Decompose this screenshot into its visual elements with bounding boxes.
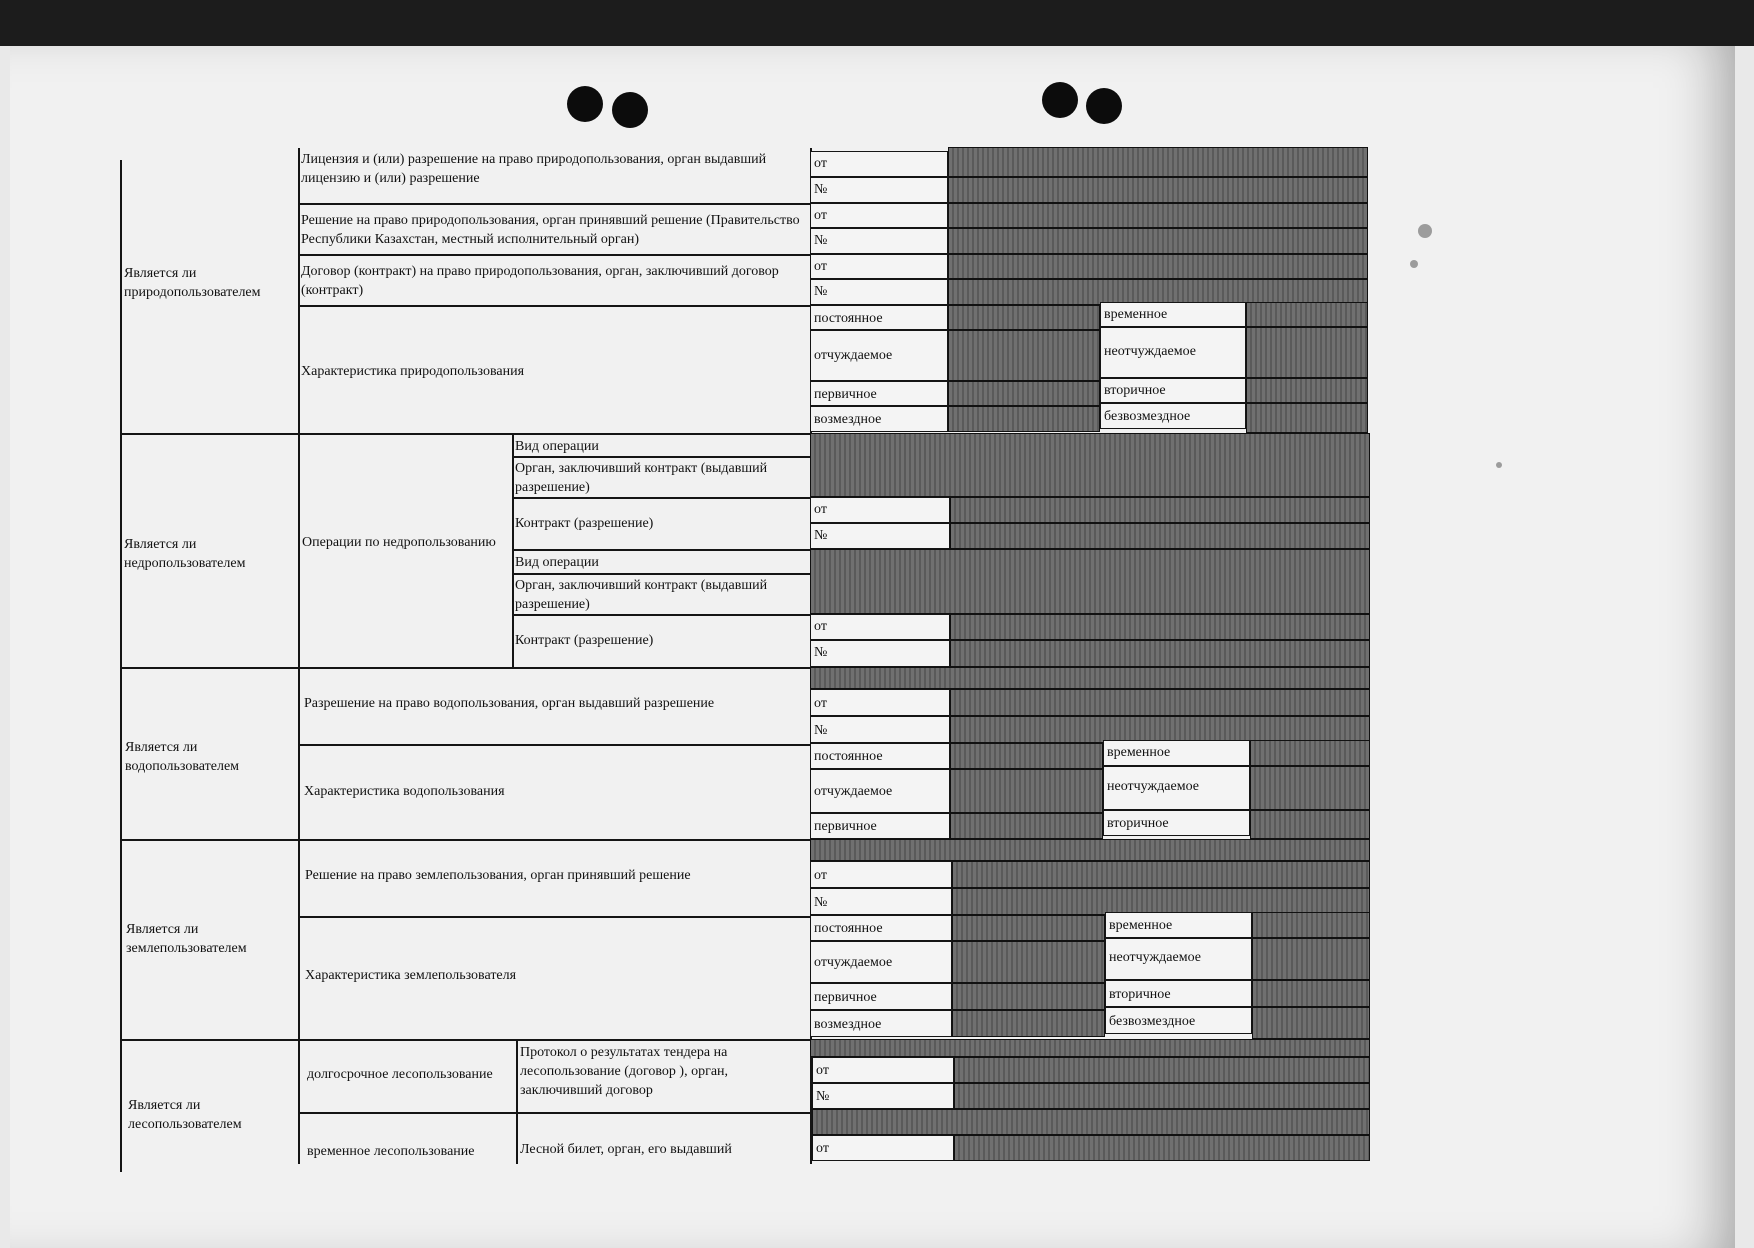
number-label: № bbox=[814, 895, 828, 910]
option-secondary[interactable] bbox=[1105, 980, 1252, 1007]
value-area[interactable] bbox=[952, 861, 1370, 888]
option-permanent[interactable] bbox=[810, 743, 950, 769]
option-label: неотчуждаемое bbox=[1107, 779, 1199, 794]
option-secondary[interactable] bbox=[1103, 810, 1250, 836]
checkbox-area[interactable] bbox=[1252, 912, 1370, 938]
column-divider bbox=[516, 1039, 518, 1164]
nature-characteristic-label: Характеристика природопользования bbox=[301, 364, 525, 379]
number-label: № bbox=[814, 645, 828, 660]
value-area[interactable] bbox=[950, 497, 1370, 523]
option-permanent[interactable] bbox=[810, 305, 948, 330]
value-area[interactable] bbox=[948, 254, 1368, 279]
row-divider bbox=[512, 573, 810, 575]
date-from-field[interactable] bbox=[810, 151, 948, 177]
number-field[interactable] bbox=[810, 888, 952, 915]
operation-type-label: Вид операции bbox=[515, 439, 599, 454]
contract-label: Договор (контракт) на право природопользования, орган, заключивший договор (контракт) bbox=[301, 264, 779, 298]
row-divider bbox=[298, 744, 810, 746]
number-label: № bbox=[814, 284, 828, 299]
number-field[interactable] bbox=[810, 716, 950, 743]
date-from-field[interactable] bbox=[812, 1057, 954, 1083]
from-label: от bbox=[814, 208, 827, 223]
option-alienable[interactable] bbox=[810, 330, 948, 381]
option-temporary[interactable] bbox=[1100, 302, 1246, 327]
subsoil-operations-label: Операции по недропользованию bbox=[302, 535, 496, 550]
value-area[interactable] bbox=[810, 667, 1370, 689]
option-label: постоянное bbox=[814, 311, 883, 326]
checkbox-area[interactable] bbox=[1246, 403, 1368, 433]
checkbox-area[interactable] bbox=[952, 983, 1105, 1010]
row-divider bbox=[298, 916, 810, 918]
date-from-field[interactable] bbox=[810, 203, 948, 228]
row-divider bbox=[512, 497, 810, 499]
date-from-field[interactable] bbox=[812, 1135, 954, 1161]
table-left-border bbox=[120, 160, 122, 1172]
date-from-field[interactable] bbox=[810, 254, 948, 279]
forest-ticket-label: Лесной билет, орган, его выдавший bbox=[520, 1142, 732, 1157]
option-paid[interactable] bbox=[810, 1010, 952, 1037]
checkbox-area[interactable] bbox=[952, 1010, 1105, 1037]
forest-protocol-label: Протокол о результатах тендера на лесопользование (договор ), орган, заключивший договор bbox=[520, 1045, 729, 1098]
forest-temporary-label: временное лесопользование bbox=[307, 1144, 475, 1159]
land-decision-label: Решение на право землепользования, орган принявший решение bbox=[305, 868, 691, 883]
option-primary[interactable] bbox=[810, 983, 952, 1010]
option-label: временное bbox=[1107, 745, 1171, 760]
option-label: первичное bbox=[814, 990, 877, 1005]
option-label: вторичное bbox=[1104, 383, 1166, 398]
from-label: от bbox=[816, 1063, 829, 1078]
checkbox-area[interactable] bbox=[948, 381, 1100, 406]
option-inalienable[interactable] bbox=[1100, 327, 1246, 378]
value-area[interactable] bbox=[948, 228, 1368, 254]
checkbox-area[interactable] bbox=[950, 769, 1103, 813]
row-divider bbox=[298, 1112, 810, 1114]
value-area[interactable] bbox=[810, 1039, 1370, 1057]
value-area[interactable] bbox=[948, 177, 1368, 203]
group-title-land: Является ли землепользователем bbox=[126, 922, 247, 956]
option-secondary[interactable] bbox=[1100, 378, 1246, 403]
land-characteristic-label: Характеристика землепользователя bbox=[305, 968, 517, 983]
option-label: отчуждаемое bbox=[814, 784, 893, 799]
option-label: временное bbox=[1109, 918, 1173, 933]
checkbox-area[interactable] bbox=[1246, 378, 1368, 403]
option-label: неотчуждаемое bbox=[1104, 344, 1196, 359]
option-label: вторичное bbox=[1107, 816, 1169, 831]
row-divider bbox=[298, 254, 810, 256]
option-label: неотчуждаемое bbox=[1109, 950, 1201, 965]
value-area[interactable] bbox=[950, 689, 1370, 716]
option-alienable[interactable] bbox=[810, 941, 952, 983]
value-area[interactable] bbox=[954, 1135, 1370, 1161]
option-primary[interactable] bbox=[810, 381, 948, 406]
value-area[interactable] bbox=[810, 433, 1370, 497]
option-label: первичное bbox=[814, 387, 877, 402]
checkbox-area[interactable] bbox=[1250, 740, 1370, 766]
from-label: от bbox=[814, 502, 827, 517]
license-label: Лицензия и (или) разрешение на право природопользования, орган выдавший лицензию и (или) разрешение bbox=[301, 152, 767, 186]
option-label: безвозмездное bbox=[1109, 1014, 1196, 1029]
value-area[interactable] bbox=[952, 888, 1370, 915]
checkbox-area[interactable] bbox=[948, 330, 1100, 381]
value-area[interactable] bbox=[812, 1109, 1370, 1135]
row-divider bbox=[512, 456, 810, 458]
value-area[interactable] bbox=[954, 1083, 1370, 1109]
from-label: от bbox=[816, 1141, 829, 1156]
checkbox-area[interactable] bbox=[1250, 810, 1370, 839]
option-permanent[interactable] bbox=[810, 915, 952, 941]
from-label: от bbox=[814, 868, 827, 883]
value-area[interactable] bbox=[950, 716, 1370, 743]
checkbox-area[interactable] bbox=[952, 941, 1105, 983]
option-free[interactable] bbox=[1105, 1007, 1252, 1034]
option-temporary[interactable] bbox=[1103, 740, 1250, 766]
value-area[interactable] bbox=[950, 614, 1370, 640]
value-area[interactable] bbox=[948, 147, 1368, 177]
operation-org-label: Орган, заключивший контракт (выдавший разрешение) bbox=[515, 578, 768, 612]
option-label: возмездное bbox=[814, 1017, 882, 1032]
option-temporary[interactable] bbox=[1105, 912, 1252, 938]
row-divider bbox=[512, 614, 810, 616]
decision-label: Решение на право природопользования, орган принявший решение (Правительство Республики Казахстан, местный исполнительный орган) bbox=[301, 213, 800, 247]
checkbox-area[interactable] bbox=[1246, 327, 1368, 378]
group-title-forest: Является ли лесопользователем bbox=[128, 1098, 242, 1132]
date-from-field[interactable] bbox=[810, 861, 952, 888]
row-divider bbox=[512, 549, 810, 551]
table-column-divider bbox=[298, 148, 300, 1164]
checkbox-area[interactable] bbox=[1246, 302, 1368, 327]
option-label: вторичное bbox=[1109, 987, 1171, 1002]
row-divider bbox=[298, 305, 810, 307]
group-title-nature: Является ли природопользователем bbox=[124, 266, 261, 300]
option-label: возмездное bbox=[814, 412, 882, 427]
number-label: № bbox=[814, 233, 828, 248]
number-label: № bbox=[814, 528, 828, 543]
checkbox-area[interactable] bbox=[950, 743, 1103, 769]
operation-type-label: Вид операции bbox=[515, 555, 599, 570]
number-label: № bbox=[814, 182, 828, 197]
option-paid[interactable] bbox=[810, 406, 948, 432]
date-from-field[interactable] bbox=[810, 614, 950, 640]
date-from-field[interactable] bbox=[810, 497, 950, 523]
option-alienable[interactable] bbox=[810, 769, 950, 813]
checkbox-area[interactable] bbox=[952, 915, 1105, 941]
option-primary[interactable] bbox=[810, 813, 950, 839]
option-label: безвозмездное bbox=[1104, 409, 1191, 424]
option-label: временное bbox=[1104, 307, 1168, 322]
from-label: от bbox=[814, 696, 827, 711]
water-permit-label: Разрешение на право водопользования, орган выдавший разрешение bbox=[304, 696, 715, 711]
number-field[interactable] bbox=[810, 177, 948, 203]
checkbox-area[interactable] bbox=[1252, 1007, 1370, 1039]
operation-org-label: Орган, заключивший контракт (выдавший разрешение) bbox=[515, 461, 768, 495]
checkbox-area[interactable] bbox=[948, 305, 1100, 330]
number-field[interactable] bbox=[810, 228, 948, 254]
from-label: от bbox=[814, 156, 827, 171]
option-label: отчуждаемое bbox=[814, 955, 893, 970]
operation-contract-label: Контракт (разрешение) bbox=[515, 633, 654, 648]
checkbox-area[interactable] bbox=[948, 406, 1100, 432]
option-inalienable[interactable] bbox=[1103, 766, 1250, 810]
checkbox-area[interactable] bbox=[950, 813, 1103, 839]
value-area[interactable] bbox=[950, 640, 1370, 667]
number-field[interactable] bbox=[810, 640, 950, 667]
operation-contract-label: Контракт (разрешение) bbox=[515, 516, 654, 531]
number-label: № bbox=[816, 1089, 830, 1104]
date-from-field[interactable] bbox=[810, 689, 950, 716]
option-label: постоянное bbox=[814, 749, 883, 764]
value-area[interactable] bbox=[954, 1057, 1370, 1083]
option-label: постоянное bbox=[814, 921, 883, 936]
forest-longterm-label: долгосрочное лесопользование bbox=[307, 1067, 493, 1082]
value-area[interactable] bbox=[810, 839, 1370, 861]
option-label: первичное bbox=[814, 819, 877, 834]
number-field[interactable] bbox=[810, 279, 948, 305]
water-characteristic-label: Характеристика водопользования bbox=[304, 784, 505, 799]
group-title-subsoil: Является ли недропользователем bbox=[124, 537, 246, 571]
option-label: отчуждаемое bbox=[814, 348, 893, 363]
value-area[interactable] bbox=[948, 203, 1368, 228]
from-label: от bbox=[814, 259, 827, 274]
checkbox-area[interactable] bbox=[1250, 766, 1370, 810]
number-field[interactable] bbox=[810, 523, 950, 549]
value-area[interactable] bbox=[950, 523, 1370, 549]
row-divider bbox=[298, 203, 810, 205]
option-free[interactable] bbox=[1100, 403, 1246, 429]
number-field[interactable] bbox=[812, 1083, 954, 1109]
option-inalienable[interactable] bbox=[1105, 938, 1252, 980]
checkbox-area[interactable] bbox=[1252, 980, 1370, 1007]
number-label: № bbox=[814, 723, 828, 738]
group-title-water: Является ли водопользователем bbox=[125, 740, 240, 774]
value-area[interactable] bbox=[810, 549, 1370, 614]
checkbox-area[interactable] bbox=[1252, 938, 1370, 980]
from-label: от bbox=[814, 619, 827, 634]
